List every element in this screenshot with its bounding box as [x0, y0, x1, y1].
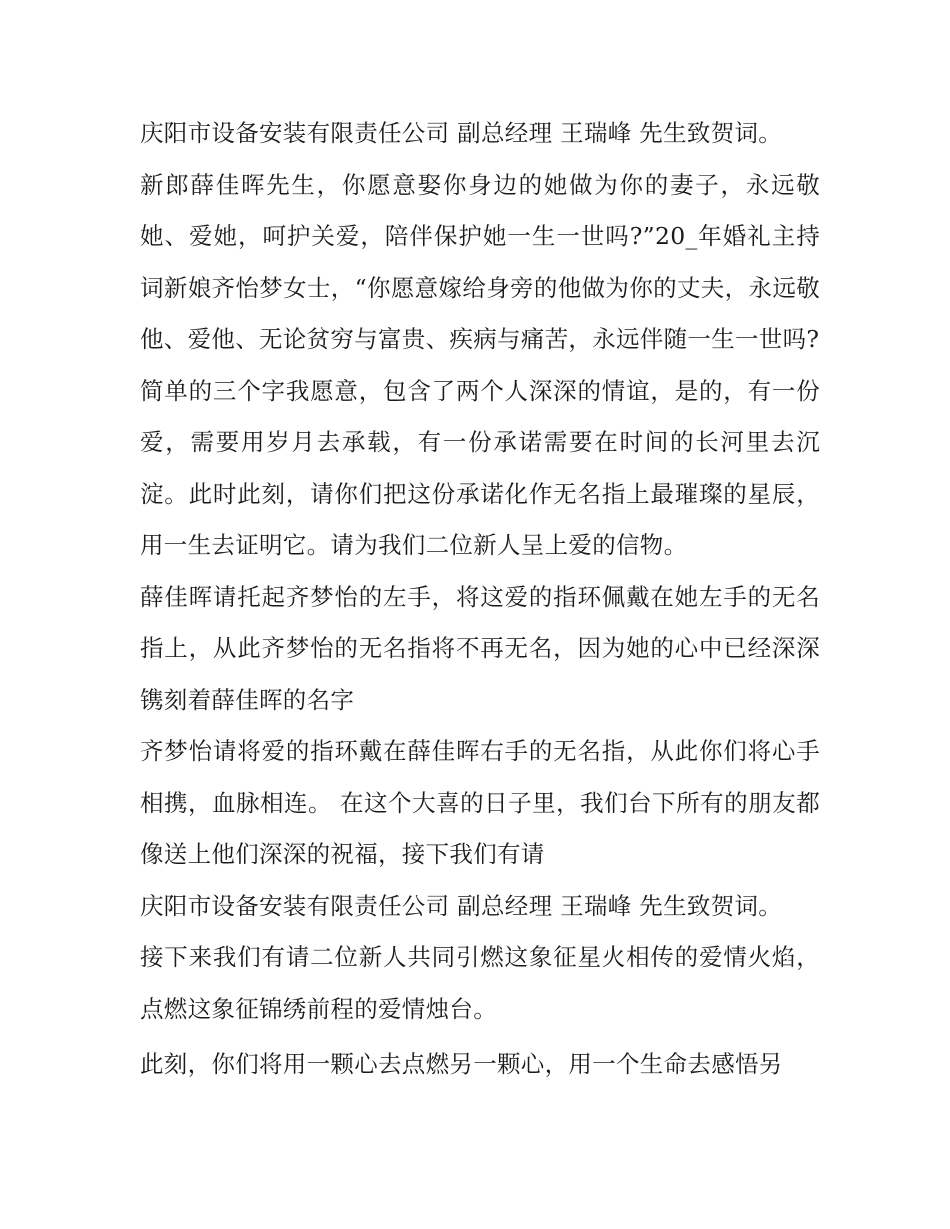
paragraph-i-do: 简单的三个字我愿意，包含了两个人深深的情谊，是的，有一份爱，需要用岁月去承载，有一份承诺需要在时间的长河里去沉淀。此时此刻，请你们把这份承诺化作无名指上最璀璨的星辰，用一生去证明它。请为我们二位新人呈上爱的信物。: [140, 376, 820, 559]
document-body: [140, 108, 820, 1091]
paragraph-bride-ring: 齐梦怡请将爱的指环戴在薛佳晖右手的无名指，从此你们将心手相携，血脉相连。 在这个大喜的日子里，我们台下所有的朋友都像送上他们深深的祝福，接下我们有请: [140, 737, 820, 868]
paragraph-congratulation-speech-1: 庆阳市设备安装有限责任公司 副总经理 王瑞峰 先生致贺词。: [140, 119, 783, 147]
paragraph-one-heart: 此刻，你们将用一颗心去点燃另一颗心，用一个生命去感悟另: [140, 1050, 783, 1078]
paragraph-groom-ring: 薛佳晖请托起齐梦怡的左手，将这爱的指环佩戴在她左手的无名指上，从此齐梦怡的无名指将不再无名，因为她的心中已经深深镌刻着薛佳晖的名字: [140, 582, 820, 714]
paragraph-wedding-vows: 新郎薛佳晖先生，你愿意娶你身边的她做为你的妻子，永远敬她、爱她，呵护关爱，陪伴保护她一生一世吗?”20_年婚礼主持词新娘齐怡梦女士，“你愿意嫁给身旁的他做为你的丈夫，永远敬他、爱他、无论贫穷与富贵、疾病与痛苦，永远伴随一生一世吗?: [140, 170, 820, 353]
paragraph-congratulation-speech-2: 庆阳市设备安装有限责任公司 副总经理 王瑞峰 先生致贺词。: [140, 891, 783, 920]
paragraph-candle-lighting: 接下来我们有请二位新人共同引燃这象征星火相传的爱情火焰，点燃这象征锦绣前程的爱情烛台。: [140, 943, 820, 1023]
